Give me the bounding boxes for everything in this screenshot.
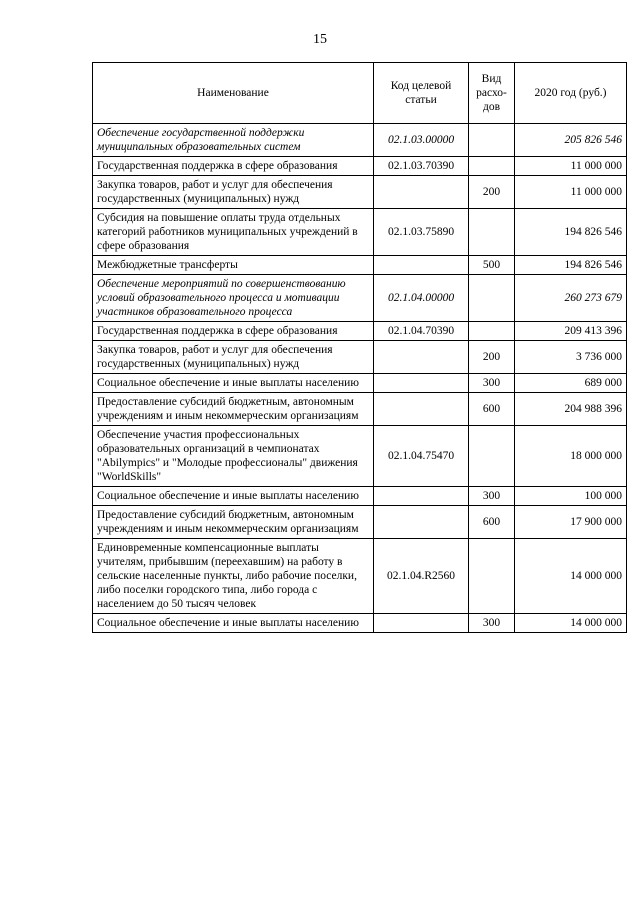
table-row	[93, 506, 627, 539]
row-expense-type: 300	[469, 374, 515, 393]
row-amount: 260 273 679	[515, 275, 627, 322]
budget-table	[92, 62, 627, 633]
row-expense-type	[469, 124, 515, 157]
row-amount: 204 988 396	[515, 393, 627, 426]
row-expense-type: 500	[469, 256, 515, 275]
row-name: Субсидия на повышение оплаты труда отдельных категорий работников муниципальных учреждений в сфере образования	[93, 209, 374, 256]
page-number: 15	[313, 32, 327, 47]
row-code: 02.1.04.R2560	[374, 539, 469, 614]
row-name: Предоставление субсидий бюджетным, автономным учреждениям и иным некоммерческим организациям	[93, 506, 374, 539]
row-name: Социальное обеспечение и иные выплаты населению	[93, 614, 374, 633]
row-code	[374, 506, 469, 539]
table-row	[93, 539, 627, 614]
table-row	[93, 275, 627, 322]
row-amount: 17 900 000	[515, 506, 627, 539]
header-code: Код целевой статьи	[374, 63, 469, 124]
table-row	[93, 176, 627, 209]
row-code: 02.1.03.00000	[374, 124, 469, 157]
row-expense-type	[469, 209, 515, 256]
row-code	[374, 176, 469, 209]
row-name: Государственная поддержка в сфере образования	[93, 322, 374, 341]
row-expense-type	[469, 426, 515, 487]
row-expense-type: 300	[469, 487, 515, 506]
row-name: Единовременные компенсационные выплаты учителям, прибывшим (переехавшим) на работу в сельские населенные пункты, либо рабочие поселки, либо поселки городского типа, либо города с населением до 50 тысяч человек	[93, 539, 374, 614]
row-expense-type	[469, 275, 515, 322]
row-amount: 18 000 000	[515, 426, 627, 487]
table-header-row	[93, 63, 627, 124]
row-name: Обеспечение участия профессиональных образовательных организаций в чемпионатах "Abilympics" и "Молодые профессионалы" движения "WorldSkills"	[93, 426, 374, 487]
row-amount: 14 000 000	[515, 614, 627, 633]
table-row	[93, 157, 627, 176]
row-name: Государственная поддержка в сфере образования	[93, 157, 374, 176]
row-code	[374, 487, 469, 506]
row-code	[374, 393, 469, 426]
row-code: 02.1.04.75470	[374, 426, 469, 487]
row-expense-type: 300	[469, 614, 515, 633]
row-name: Обеспечение мероприятий по совершенствованию условий образовательного процесса и мотивации участников образовательного процесса	[93, 275, 374, 322]
header-amount: 2020 год (руб.)	[515, 63, 627, 124]
header-name: Наименование	[93, 63, 374, 124]
row-name: Социальное обеспечение и иные выплаты населению	[93, 487, 374, 506]
row-amount: 689 000	[515, 374, 627, 393]
row-expense-type: 200	[469, 176, 515, 209]
row-code: 02.1.03.75890	[374, 209, 469, 256]
row-name: Социальное обеспечение и иные выплаты населению	[93, 374, 374, 393]
table-row	[93, 256, 627, 275]
row-code: 02.1.03.70390	[374, 157, 469, 176]
row-expense-type: 200	[469, 341, 515, 374]
row-amount: 194 826 546	[515, 256, 627, 275]
row-amount: 14 000 000	[515, 539, 627, 614]
header-type: Вид расхо-дов	[469, 63, 515, 124]
row-code	[374, 374, 469, 393]
row-name: Предоставление субсидий бюджетным, автономным учреждениям и иным некоммерческим организациям	[93, 393, 374, 426]
table-row	[93, 341, 627, 374]
table-row	[93, 124, 627, 157]
table-row	[93, 426, 627, 487]
row-name: Закупка товаров, работ и услуг для обеспечения государственных (муниципальных) нужд	[93, 341, 374, 374]
table-row	[93, 374, 627, 393]
row-code	[374, 614, 469, 633]
row-amount: 3 736 000	[515, 341, 627, 374]
row-amount: 100 000	[515, 487, 627, 506]
row-code	[374, 256, 469, 275]
row-amount: 205 826 546	[515, 124, 627, 157]
table-body	[93, 124, 627, 633]
row-code: 02.1.04.00000	[374, 275, 469, 322]
row-name: Обеспечение государственной поддержки муниципальных образовательных систем	[93, 124, 374, 157]
row-expense-type: 600	[469, 506, 515, 539]
table-row	[93, 393, 627, 426]
row-name: Закупка товаров, работ и услуг для обеспечения государственных (муниципальных) нужд	[93, 176, 374, 209]
row-expense-type: 600	[469, 393, 515, 426]
row-expense-type	[469, 539, 515, 614]
row-amount: 194 826 546	[515, 209, 627, 256]
row-amount: 209 413 396	[515, 322, 627, 341]
row-amount: 11 000 000	[515, 157, 627, 176]
row-amount: 11 000 000	[515, 176, 627, 209]
row-code	[374, 341, 469, 374]
row-name: Межбюджетные трансферты	[93, 256, 374, 275]
table-row	[93, 322, 627, 341]
row-code: 02.1.04.70390	[374, 322, 469, 341]
table-row	[93, 487, 627, 506]
row-expense-type	[469, 157, 515, 176]
row-expense-type	[469, 322, 515, 341]
table-row	[93, 614, 627, 633]
table-row	[93, 209, 627, 256]
